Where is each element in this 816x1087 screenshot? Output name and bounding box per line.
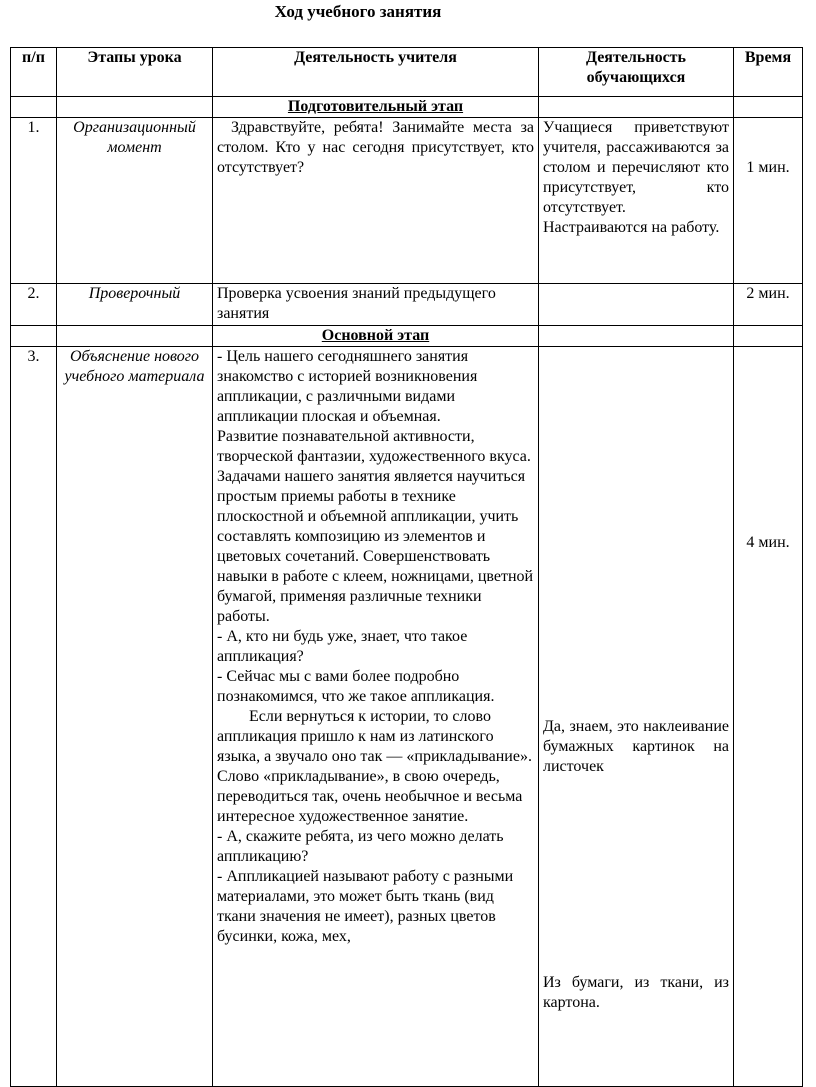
row-num: 1. [11,118,57,284]
header-stage: Этапы урока [57,48,213,97]
section-main-label: Основной этап [213,326,539,347]
header-num: п/п [11,48,57,97]
row-teacher: Здравствуйте, ребята! Занимайте места за столом. Кто у нас сегодня присутствует, кто отсутствует? [213,118,539,284]
row-teacher: - Цель нашего сегодняшнего занятия знакомство с историей возникновения аппликации, с различными видами аппликации плоская и объемная. Развитие познавательной активности, творческой фантазии, художественного вкуса. Задачами нашего занятия является научиться простым приемы работы в технике плоскостной и объемной аппликации, учить составлять композицию из элементов и цветовых сочетаний. Совершенствовать навыки в работе с клеем, ножницами, цветной бумагой, применяя различные техники работы. - А, кто ни будь уже, знает, что такое аппликация? - Сейчас мы с вами более подробно познакомимся, что же такое аппликация. Если вернуться к истории, то слово аппликация пришло к нам из латинского языка, а звучало оно так — «прикладывание». Слово «прикладывание», в свою очередь, переводиться так, очень необычное и весьма интересное художественное занятие. - А, скажите ребята, из чего можно делать аппликацию? - Аппликацией называют работу с разными материалами, это может быть ткань (вид ткани значения не имеет), разных цветов бусинки, кожа, мех, [213,347,539,1087]
table-row [11,347,803,1087]
header-time: Время [734,48,803,97]
table-header-row [11,48,803,97]
row-stage: Проверочный [57,284,213,326]
row-stage: Объяснение нового учебного материала [57,347,213,1087]
row-num: 3. [11,347,57,1087]
table-row [11,118,803,284]
row-num: 2. [11,284,57,326]
row-stage: Организационный момент [57,118,213,284]
row-time: 2 мин. [734,284,803,326]
row-time: 1 мин. [734,118,803,284]
row-time: 4 мин. [734,347,803,1087]
lesson-table [10,47,803,1087]
row-teacher: Проверка усвоения знаний предыдущего занятия [213,284,539,326]
header-students: Деятельность обучающихся [539,48,734,97]
row-students: Да, знаем, это наклеивание бумажных картинок на листочек Из бумаги, из ткани, из картона. [539,347,734,1087]
section-prep-label: Подготовительный этап [213,97,539,118]
row-students: Учащиеся приветствуют учителя, рассаживаются за столом и перечисляют кто присутствует, кто отсутствует. Настраиваются на работу. [539,118,734,284]
document-title: Ход учебного занятия [274,2,442,21]
section-row-main [11,326,803,347]
table-row [11,284,803,326]
header-teacher: Деятельность учителя [213,48,539,97]
row-students [539,284,734,326]
section-row-prep [11,97,803,118]
